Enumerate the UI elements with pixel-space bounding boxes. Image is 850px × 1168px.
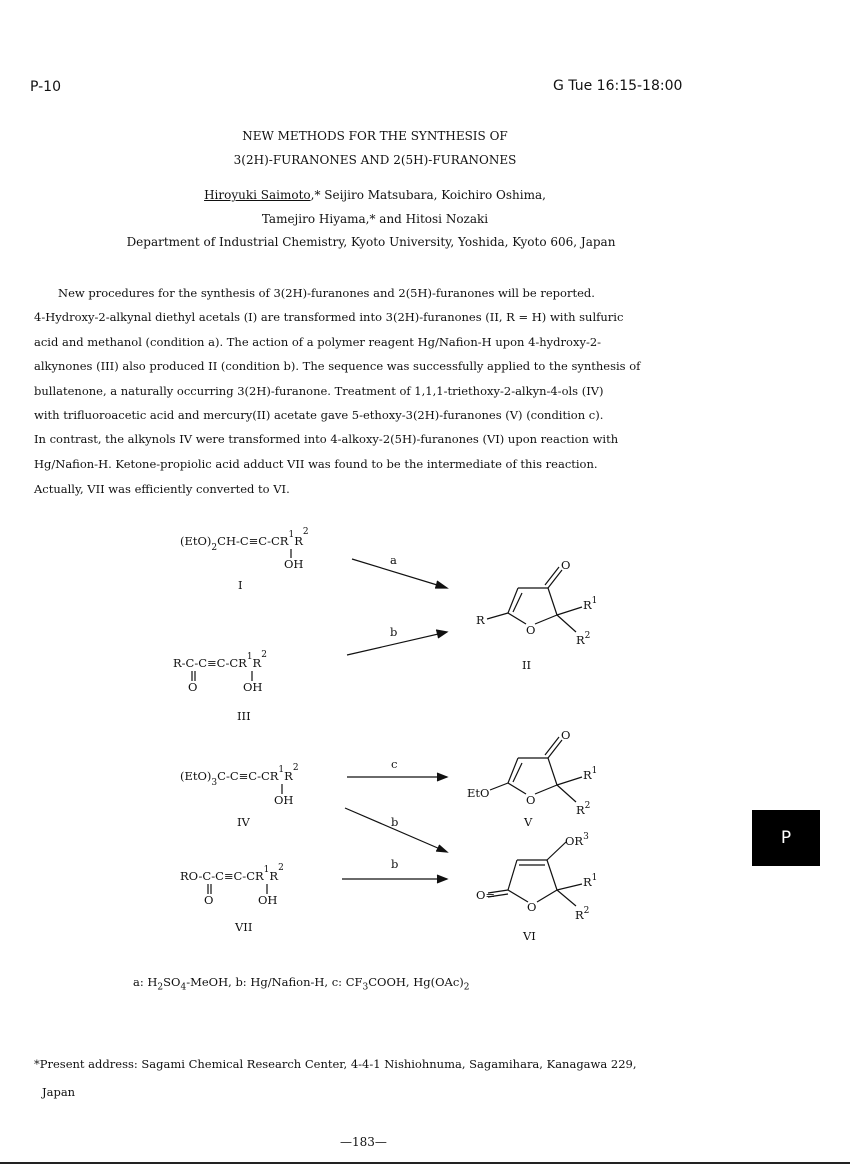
- svg-text:b: b: [391, 815, 399, 829]
- abstract-line: New procedures for the synthesis of 3(2H)-furanones and 2(5H)-furanones will be reported.: [58, 286, 595, 300]
- session-info: G Tue 16:15-18:00: [553, 78, 683, 94]
- svg-text:O=: O=: [476, 888, 496, 902]
- svg-text:OH: OH: [258, 893, 278, 907]
- abstract-line: 4-Hydroxy-2-alkynal diethyl acetals (I) are transformed into 3(2H)-furanones (II, R = H) with sulfuric: [34, 310, 624, 324]
- svg-text:RO-C-C≡C-CR1R2: $RO-C-C\equiv C-CR^1R^2$: [180, 863, 284, 883]
- compound-label: I: [238, 578, 243, 592]
- compound-V: [467, 728, 597, 829]
- footnote-line-2: Japan: [42, 1085, 76, 1099]
- abstract-line: In contrast, the alkynols IV were transformed into 4-alkoxy-2(5H)-furanones (VI) upon reaction with: [34, 432, 619, 446]
- reaction-conditions: a: $H_2SO_4$-MeOH, b: Hg/Nafion-H, c: $CF_3COOH$, $Hg(OAc)_2$: [133, 975, 470, 993]
- abstract-line: alkynones (III) also produced II (condition b). The sequence was successfully applied to the synthesis of: [34, 359, 641, 373]
- svg-text:R: R: [476, 613, 485, 627]
- compound-VII: [180, 863, 284, 934]
- svg-text:b: b: [391, 857, 399, 871]
- svg-text:OH: OH: [284, 557, 304, 571]
- arrow-b-IV: [345, 808, 447, 852]
- title-line-1: NEW METHODS FOR THE SYNTHESIS OF: [242, 129, 508, 143]
- bottom-rule: [0, 1162, 850, 1164]
- svg-text:O: O: [561, 728, 571, 742]
- svg-text:O: O: [204, 893, 214, 907]
- compound-label: II: [522, 658, 532, 672]
- svg-text:R-C-C≡C-CR1R2: $R-C-C\equiv C-CR^1R^2$: [173, 650, 267, 670]
- compound-IV: [180, 763, 299, 829]
- svg-text:R2: $R^2$: [576, 631, 591, 647]
- svg-text:OH: OH: [243, 680, 263, 694]
- authors-rest: ,* Seijiro Matsubara, Koichiro Oshima,: [310, 188, 546, 202]
- svg-text:a: a: [390, 553, 397, 567]
- compound-label: VI: [523, 929, 536, 943]
- compound-I: [180, 527, 309, 592]
- title-line-2: 3(2H)-FURANONES AND 2(5H)-FURANONES: [233, 153, 517, 167]
- svg-text:R1: $R^1$: [583, 596, 598, 612]
- compound-label: VII: [235, 920, 253, 934]
- affiliation: Department of Industrial Chemistry, Kyoto University, Yoshida, Kyoto 606, Japan: [126, 235, 616, 249]
- compound-VI: [476, 832, 597, 943]
- svg-text:b: b: [390, 625, 398, 639]
- arrow-a: [352, 553, 447, 588]
- arrow-b-III: [347, 625, 447, 655]
- abstract-line: bullatenone, a naturally occurring 3(2H)-furanone. Treatment of 1,1,1-triethoxy-2-alkyn-4-ols (IV): [34, 384, 604, 398]
- compound-III: [173, 650, 267, 723]
- svg-text:O: O: [526, 793, 536, 807]
- abstract-line: Actually, VII was efficiently converted to VI.: [34, 482, 290, 496]
- compound-label: III: [237, 709, 251, 723]
- svg-text:O: O: [527, 900, 537, 914]
- svg-text:O: O: [188, 680, 198, 694]
- svg-text:c: c: [391, 757, 398, 771]
- presenting-author: Hiroyuki Saimoto: [204, 188, 311, 202]
- compound-II: [476, 558, 597, 672]
- compound-label: V: [524, 815, 533, 829]
- section-tab: [752, 810, 820, 866]
- svg-text:(EtO)3C-C≡C-CR1R2: $(EtO)_3C-C\equiv C-CR^1R^2$: [180, 763, 299, 788]
- svg-text:OH: OH: [274, 793, 294, 807]
- svg-text:O: O: [526, 623, 536, 637]
- svg-text:R1: $R^1$: [583, 873, 598, 889]
- page-number: —183—: [340, 1135, 387, 1149]
- arrow-b-VII: [342, 857, 447, 883]
- svg-text:EtO: EtO: [467, 786, 490, 800]
- compound-label: IV: [237, 815, 250, 829]
- arrow-c: [347, 757, 447, 781]
- section-tab-label: P: [780, 828, 792, 848]
- svg-text:(EtO)2CH-C≡C-CR1R2: $(EtO)_2CH-C\equiv C-CR^1R^2$: [180, 527, 309, 553]
- abstract-line: with trifluoroacetic acid and mercury(II) acetate gave 5-ethoxy-3(2H)-furanones (V) (condition c).: [34, 408, 604, 422]
- svg-text:R1: $R^1$: [583, 766, 598, 782]
- svg-text:O: O: [561, 558, 571, 572]
- footnote-line-1: *Present address: Sagami Chemical Research Center, 4-4-1 Nishiohnuma, Sagamihara, Kanagawa 229,: [34, 1057, 637, 1071]
- svg-text:OR3: $OR^3$: [565, 832, 589, 848]
- svg-text:R2: $R^2$: [575, 906, 590, 922]
- abstract-line: acid and methanol (condition a). The action of a polymer reagent Hg/Nafion-H upon 4-hydroxy-2-: [34, 335, 602, 349]
- abstract-line: Hg/Nafion-H. Ketone-propiolic acid adduct VII was found to be the intermediate of this reaction.: [34, 457, 598, 471]
- svg-text:R2: $R^2$: [576, 801, 591, 817]
- page-code: P-10: [30, 79, 62, 95]
- authors-line-2: Tamejiro Hiyama,* and Hitosi Nozaki: [261, 212, 489, 226]
